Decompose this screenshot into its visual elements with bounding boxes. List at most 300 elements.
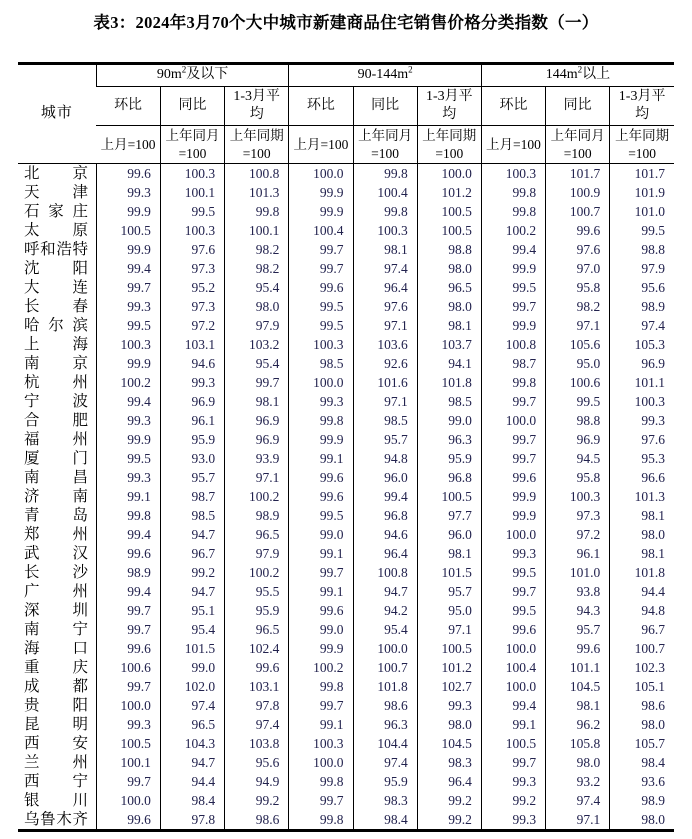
index-value: 99.6	[481, 620, 545, 639]
index-value: 100.8	[353, 563, 417, 582]
index-value: 95.4	[225, 354, 289, 373]
table-row	[18, 392, 674, 411]
index-value: 99.6	[289, 487, 353, 506]
index-value: 103.2	[225, 335, 289, 354]
index-value: 96.3	[353, 715, 417, 734]
index-value: 99.1	[96, 487, 160, 506]
table-row	[18, 544, 674, 563]
index-value: 101.8	[610, 563, 674, 582]
index-value: 98.2	[546, 297, 610, 316]
index-value: 97.9	[225, 544, 289, 563]
index-value: 100.2	[289, 658, 353, 677]
index-value: 94.9	[225, 772, 289, 791]
table-row	[18, 221, 674, 240]
index-value: 94.6	[160, 354, 224, 373]
table-header	[18, 64, 674, 164]
index-value: 103.7	[417, 335, 481, 354]
city-cell	[18, 392, 96, 411]
index-value: 99.8	[225, 202, 289, 221]
table-row	[18, 335, 674, 354]
index-value: 94.7	[160, 753, 224, 772]
index-value: 96.5	[225, 525, 289, 544]
index-value: 100.0	[289, 753, 353, 772]
index-value: 96.5	[160, 715, 224, 734]
index-value: 93.9	[225, 449, 289, 468]
index-value: 98.0	[610, 715, 674, 734]
index-value: 105.6	[546, 335, 610, 354]
index-value: 93.2	[546, 772, 610, 791]
index-value: 99.0	[160, 658, 224, 677]
index-value: 100.2	[481, 221, 545, 240]
index-value: 99.4	[96, 259, 160, 278]
index-value: 101.3	[610, 487, 674, 506]
index-value: 100.2	[225, 563, 289, 582]
index-value: 98.1	[417, 544, 481, 563]
index-value: 99.7	[481, 753, 545, 772]
superscript: 2	[181, 64, 187, 75]
index-value: 100.5	[417, 221, 481, 240]
index-value: 99.3	[289, 392, 353, 411]
city-cell	[18, 582, 96, 601]
index-value: 99.7	[289, 563, 353, 582]
index-value: 99.7	[289, 791, 353, 810]
city-cell	[18, 544, 96, 563]
index-value: 99.3	[96, 183, 160, 202]
index-value: 93.8	[546, 582, 610, 601]
index-value: 100.0	[481, 639, 545, 658]
index-value: 97.0	[546, 259, 610, 278]
group-header-90-144	[289, 64, 482, 87]
index-value: 99.0	[417, 411, 481, 430]
city-cell	[18, 221, 96, 240]
index-value: 95.5	[225, 582, 289, 601]
index-value: 104.4	[353, 734, 417, 753]
index-value: 99.7	[96, 278, 160, 297]
index-value: 99.7	[481, 430, 545, 449]
index-value: 95.0	[546, 354, 610, 373]
index-value: 97.1	[417, 620, 481, 639]
index-value: 99.3	[96, 411, 160, 430]
index-value: 98.9	[610, 791, 674, 810]
index-value: 99.3	[96, 715, 160, 734]
index-value: 99.5	[160, 202, 224, 221]
city-name: 济南	[24, 487, 88, 505]
index-value: 102.4	[225, 639, 289, 658]
index-value: 98.3	[417, 753, 481, 772]
index-value: 94.5	[546, 449, 610, 468]
index-value: 100.2	[225, 487, 289, 506]
index-value: 103.1	[160, 335, 224, 354]
city-cell	[18, 487, 96, 506]
index-value: 96.4	[353, 278, 417, 297]
index-value: 100.0	[289, 373, 353, 392]
index-value: 102.7	[417, 677, 481, 696]
group-header-144-above	[481, 64, 674, 87]
city-name: 太原	[24, 221, 88, 239]
index-value: 99.5	[289, 316, 353, 335]
city-cell	[18, 449, 96, 468]
table-body	[18, 164, 674, 831]
index-value: 99.6	[546, 639, 610, 658]
index-value: 101.2	[417, 183, 481, 202]
index-value: 99.8	[481, 183, 545, 202]
index-value: 98.2	[225, 240, 289, 259]
index-value: 98.9	[610, 297, 674, 316]
index-value: 99.2	[417, 810, 481, 831]
index-value: 100.5	[96, 734, 160, 753]
index-value: 95.8	[546, 278, 610, 297]
index-value: 99.4	[96, 525, 160, 544]
city-name: 青岛	[24, 506, 88, 524]
index-value: 99.7	[481, 297, 545, 316]
table-row	[18, 791, 674, 810]
index-value: 101.1	[546, 658, 610, 677]
index-value: 99.8	[353, 164, 417, 184]
index-value: 94.2	[353, 601, 417, 620]
index-value: 94.1	[417, 354, 481, 373]
index-value: 97.9	[610, 259, 674, 278]
index-value: 100.7	[546, 202, 610, 221]
table-row	[18, 487, 674, 506]
city-cell	[18, 335, 96, 354]
index-value: 99.9	[96, 202, 160, 221]
metric-header-mom: 环比	[96, 87, 160, 126]
index-value: 96.8	[417, 468, 481, 487]
index-value: 101.6	[353, 373, 417, 392]
index-value: 100.6	[546, 373, 610, 392]
city-name: 石家庄	[24, 202, 88, 220]
table-row	[18, 582, 674, 601]
base-header-prev-year-period: 上年同期=100	[417, 126, 481, 164]
index-value: 95.3	[610, 449, 674, 468]
index-value: 100.3	[96, 335, 160, 354]
index-value: 97.4	[610, 316, 674, 335]
city-cell	[18, 639, 96, 658]
index-value: 94.3	[546, 601, 610, 620]
index-value: 95.7	[160, 468, 224, 487]
index-value: 105.7	[610, 734, 674, 753]
city-cell	[18, 753, 96, 772]
index-value: 101.1	[610, 373, 674, 392]
table-row	[18, 677, 674, 696]
index-value: 100.0	[481, 525, 545, 544]
index-value: 99.3	[610, 411, 674, 430]
index-value: 99.3	[160, 373, 224, 392]
table-row	[18, 506, 674, 525]
table-row	[18, 696, 674, 715]
index-value: 99.7	[289, 240, 353, 259]
index-value: 98.1	[610, 506, 674, 525]
index-value: 94.7	[160, 582, 224, 601]
index-value: 99.1	[289, 715, 353, 734]
index-value: 99.6	[481, 468, 545, 487]
index-value: 100.4	[353, 183, 417, 202]
index-value: 99.8	[96, 506, 160, 525]
table-row	[18, 240, 674, 259]
index-value: 98.5	[289, 354, 353, 373]
index-value: 99.7	[96, 772, 160, 791]
index-value: 94.8	[610, 601, 674, 620]
index-value: 100.0	[353, 639, 417, 658]
index-value: 100.0	[417, 164, 481, 184]
index-value: 99.7	[289, 259, 353, 278]
index-value: 100.0	[481, 411, 545, 430]
index-value: 98.4	[610, 753, 674, 772]
index-value: 100.1	[96, 753, 160, 772]
base-header-prev-year-month: 上年同月=100	[160, 126, 224, 164]
base-header-prev-year-period: 上年同期=100	[610, 126, 674, 164]
index-value: 96.5	[417, 278, 481, 297]
city-name: 哈尔滨	[24, 316, 88, 334]
table-row	[18, 639, 674, 658]
city-cell	[18, 354, 96, 373]
index-value: 98.6	[353, 696, 417, 715]
index-value: 98.5	[160, 506, 224, 525]
index-value: 95.7	[417, 582, 481, 601]
city-column-header: 城市	[18, 64, 96, 164]
city-name: 银川	[24, 791, 88, 809]
table-row	[18, 810, 674, 831]
index-value: 95.1	[160, 601, 224, 620]
index-value: 95.9	[417, 449, 481, 468]
index-value: 101.0	[610, 202, 674, 221]
city-name: 武汉	[24, 544, 88, 562]
city-name: 郑州	[24, 525, 88, 543]
index-value: 97.1	[353, 316, 417, 335]
index-value: 100.3	[160, 221, 224, 240]
base-header-prev-year-month: 上年同月=100	[353, 126, 417, 164]
city-cell	[18, 430, 96, 449]
table-row	[18, 411, 674, 430]
index-value: 96.9	[160, 392, 224, 411]
index-value: 99.9	[289, 430, 353, 449]
index-value: 99.7	[96, 677, 160, 696]
table-row	[18, 202, 674, 221]
index-value: 100.5	[96, 221, 160, 240]
metric-header-mom: 环比	[289, 87, 353, 126]
city-name: 北京	[24, 164, 88, 182]
index-value: 100.3	[481, 164, 545, 184]
metric-header-yoy: 同比	[546, 87, 610, 126]
index-value: 98.7	[160, 487, 224, 506]
city-cell	[18, 373, 96, 392]
index-value: 104.5	[546, 677, 610, 696]
index-value: 99.4	[96, 582, 160, 601]
index-value: 98.0	[610, 525, 674, 544]
index-value: 100.8	[225, 164, 289, 184]
index-value: 97.9	[225, 316, 289, 335]
base-header-prev-year-period: 上年同期=100	[225, 126, 289, 164]
index-value: 99.1	[289, 449, 353, 468]
city-cell	[18, 202, 96, 221]
city-name: 杭州	[24, 373, 88, 391]
index-value: 95.7	[353, 430, 417, 449]
index-value: 100.2	[96, 373, 160, 392]
index-value: 95.7	[546, 620, 610, 639]
index-value: 98.8	[610, 240, 674, 259]
index-value: 99.4	[353, 487, 417, 506]
group-label-text: 以上	[582, 67, 611, 83]
index-value: 97.1	[225, 468, 289, 487]
index-value: 99.7	[96, 601, 160, 620]
index-value: 99.9	[96, 430, 160, 449]
city-name: 广州	[24, 582, 88, 600]
city-cell	[18, 183, 96, 202]
header-group-row	[18, 64, 674, 87]
index-value: 99.5	[481, 601, 545, 620]
index-value: 95.4	[353, 620, 417, 639]
table-row	[18, 525, 674, 544]
metric-header-avg: 1-3月平均	[417, 87, 481, 126]
index-value: 101.5	[417, 563, 481, 582]
index-value: 98.0	[546, 753, 610, 772]
city-cell	[18, 468, 96, 487]
index-value: 97.6	[546, 240, 610, 259]
header-metric-row	[18, 87, 674, 126]
index-value: 99.8	[353, 202, 417, 221]
metric-header-mom: 环比	[481, 87, 545, 126]
index-value: 101.8	[353, 677, 417, 696]
index-value: 103.6	[353, 335, 417, 354]
index-value: 99.9	[481, 316, 545, 335]
index-value: 99.1	[481, 715, 545, 734]
metric-header-avg: 1-3月平均	[610, 87, 674, 126]
index-value: 98.6	[610, 696, 674, 715]
index-value: 99.5	[481, 563, 545, 582]
index-value: 100.1	[225, 221, 289, 240]
index-value: 99.7	[481, 582, 545, 601]
index-value: 98.1	[353, 240, 417, 259]
index-value: 97.6	[353, 297, 417, 316]
index-value: 99.9	[481, 506, 545, 525]
index-value: 96.9	[225, 411, 289, 430]
city-cell	[18, 259, 96, 278]
city-name: 厦门	[24, 449, 88, 467]
index-value: 100.3	[546, 487, 610, 506]
index-value: 98.7	[481, 354, 545, 373]
index-value: 99.9	[96, 354, 160, 373]
index-value: 99.3	[417, 696, 481, 715]
metric-header-yoy: 同比	[353, 87, 417, 126]
city-name: 兰州	[24, 753, 88, 771]
base-header-prev-month: 上月=100	[289, 126, 353, 164]
index-value: 96.5	[225, 620, 289, 639]
index-value: 95.4	[225, 278, 289, 297]
index-value: 98.1	[610, 544, 674, 563]
index-value: 95.6	[610, 278, 674, 297]
table-row	[18, 164, 674, 184]
index-value: 99.6	[96, 164, 160, 184]
index-value: 99.6	[289, 468, 353, 487]
table-row	[18, 373, 674, 392]
index-value: 99.8	[289, 772, 353, 791]
index-value: 103.1	[225, 677, 289, 696]
city-cell	[18, 810, 96, 831]
city-cell	[18, 677, 96, 696]
index-value: 97.7	[417, 506, 481, 525]
index-value: 100.5	[481, 734, 545, 753]
index-value: 99.9	[289, 639, 353, 658]
index-value: 96.9	[546, 430, 610, 449]
city-name: 西安	[24, 734, 88, 752]
index-value: 95.9	[353, 772, 417, 791]
index-value: 96.0	[417, 525, 481, 544]
index-value: 100.3	[610, 392, 674, 411]
index-value: 97.4	[225, 715, 289, 734]
index-value: 100.3	[289, 734, 353, 753]
city-cell	[18, 506, 96, 525]
index-value: 101.8	[417, 373, 481, 392]
group-label-text: 90-144m	[357, 67, 409, 83]
index-value: 100.3	[353, 221, 417, 240]
index-value: 100.9	[546, 183, 610, 202]
index-value: 97.4	[353, 259, 417, 278]
index-value: 99.5	[289, 506, 353, 525]
city-name: 长春	[24, 297, 88, 315]
index-value: 97.4	[353, 753, 417, 772]
city-cell	[18, 525, 96, 544]
index-value: 96.1	[160, 411, 224, 430]
index-value: 101.9	[610, 183, 674, 202]
index-value: 100.0	[481, 677, 545, 696]
index-value: 99.8	[481, 373, 545, 392]
index-value: 97.6	[610, 430, 674, 449]
index-value: 100.1	[160, 183, 224, 202]
table-row	[18, 772, 674, 791]
index-value: 99.5	[481, 278, 545, 297]
index-value: 99.4	[481, 240, 545, 259]
index-value: 98.9	[225, 506, 289, 525]
index-value: 100.3	[160, 164, 224, 184]
index-value: 100.5	[417, 487, 481, 506]
index-value: 98.3	[353, 791, 417, 810]
superscript: 2	[408, 64, 413, 75]
city-name: 福州	[24, 430, 88, 448]
index-value: 100.5	[417, 202, 481, 221]
city-cell	[18, 791, 96, 810]
index-value: 97.4	[160, 696, 224, 715]
index-value: 100.5	[417, 639, 481, 658]
index-value: 102.0	[160, 677, 224, 696]
index-value: 99.3	[96, 468, 160, 487]
index-value: 99.7	[481, 449, 545, 468]
city-name: 贵阳	[24, 696, 88, 714]
index-value: 96.8	[353, 506, 417, 525]
index-value: 98.5	[353, 411, 417, 430]
index-value: 101.5	[160, 639, 224, 658]
table-row	[18, 468, 674, 487]
index-value: 104.5	[417, 734, 481, 753]
city-name: 重庆	[24, 658, 88, 676]
index-value: 96.7	[160, 544, 224, 563]
table-row	[18, 715, 674, 734]
city-name: 海口	[24, 639, 88, 657]
index-value: 97.6	[160, 240, 224, 259]
city-name: 深圳	[24, 601, 88, 619]
index-value: 101.7	[546, 164, 610, 184]
index-value: 104.3	[160, 734, 224, 753]
table-row	[18, 563, 674, 582]
index-value: 96.4	[353, 544, 417, 563]
index-value: 99.7	[225, 373, 289, 392]
index-value: 100.8	[481, 335, 545, 354]
index-value: 98.0	[610, 810, 674, 831]
index-value: 99.9	[96, 240, 160, 259]
index-value: 95.4	[160, 620, 224, 639]
base-header-prev-month: 上月=100	[481, 126, 545, 164]
index-value: 99.6	[96, 544, 160, 563]
index-value: 105.8	[546, 734, 610, 753]
